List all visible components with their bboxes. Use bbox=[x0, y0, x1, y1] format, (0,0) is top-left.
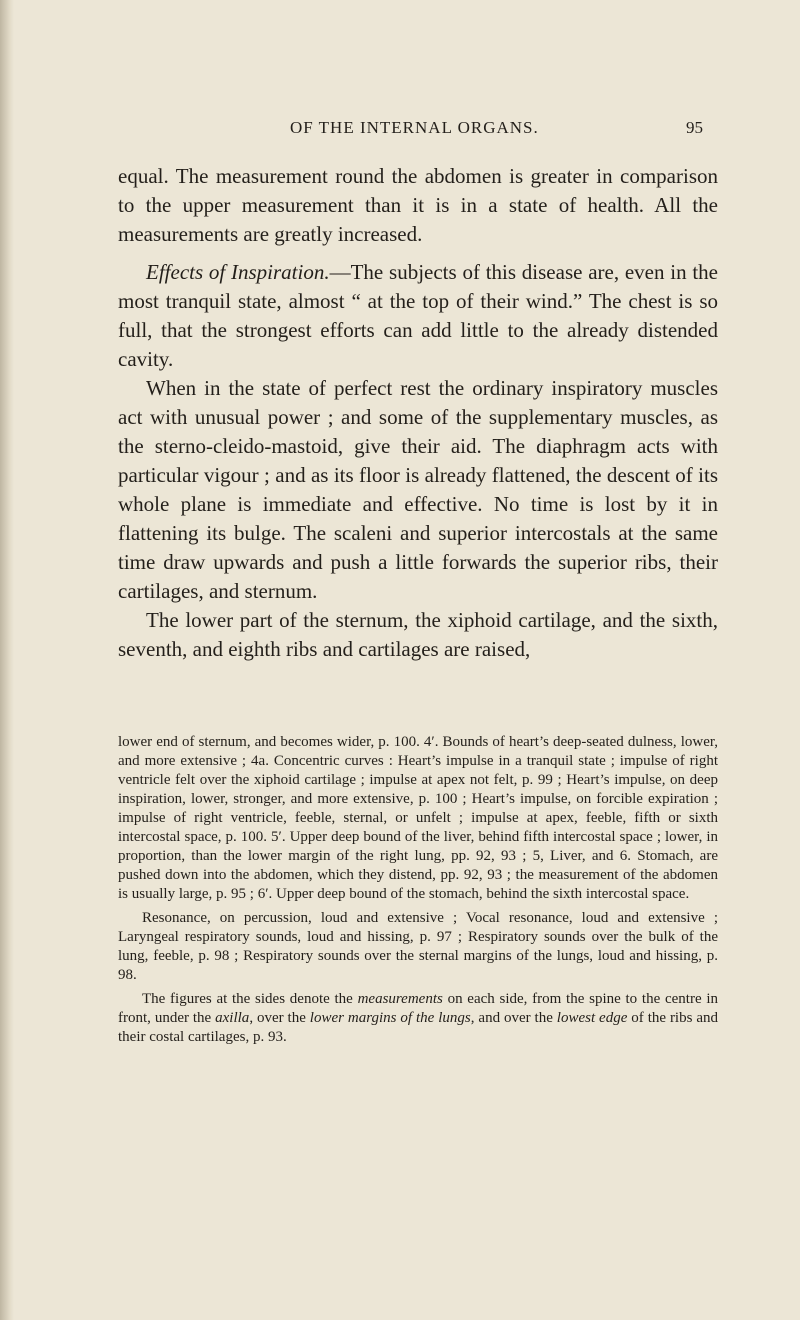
paragraph-3: When in the state of perfect rest the ordinary inspiratory muscles act with unusual power ; and some of the supplementary muscles, as the sterno-cleido-mastoid, give their aid. The diaphragm acts with particular vigour ; and as its floor is already flattened, the descent of its whole plane is immediate and effective. No time is lost by it in flattening its bulge. The scaleni and superior intercostals at the same time draw upwards and push a little forwards the superior ribs, their cartilages, and sternum. bbox=[118, 376, 718, 603]
note-3 bbox=[118, 990, 718, 1047]
note-3-part-b: measurements bbox=[357, 991, 443, 1007]
note-1: lower end of sternum, and becomes wider, p. 100. 4′. Bounds of heart’s deep-seated dulness, lower, and more extensive ; 4a. Concentric curves : Heart’s impulse in a tranquil state ; impulse of right ventricle felt over the xiphoid cartilage ; impulse at apex not felt, p. 99 ; Heart’s impulse, on deep inspiration, lower, stronger, and more extensive, p. 100 ; Heart’s impulse, on forcible expiration ; impulse of right ventricle, feeble, sternal, or unfelt ; impulse at apex, feeble, fifth or sixth intercostal space, p. 100. 5′. Upper deep bound of the liver, behind fifth intercostal space ; lower, in proportion, than the lower margin of the right lung, pp. 92, 93 ; 5, Liver, and 6. Stomach, are pushed down into the abdomen, which they distend, pp. 92, 93 ; the measurement of the abdomen is usually large, p. 95 ; 6′. Upper deep bound of the stomach, behind the sixth intercostal space. bbox=[118, 734, 718, 902]
note-3-part-h: lowest edge bbox=[556, 1010, 628, 1026]
note-3-part-e: , over the bbox=[249, 1010, 310, 1026]
main-text-block bbox=[118, 162, 718, 664]
section-heading-inspiration: Effects of Inspiration. bbox=[146, 260, 330, 284]
note-3-part-i: of the ribs and their costal cartilages, p. 93. bbox=[118, 1010, 719, 1045]
note-3-part-g: , and over the bbox=[470, 1010, 557, 1026]
paragraph-2-text: —The subjects of this disease are, even in the most tranquil state, almost “ at the top of their wind.” The chest is so full, that the strongest efforts can add little to the already distended cavity. bbox=[118, 260, 719, 371]
figure-legend-notes bbox=[118, 733, 718, 1047]
paragraph-2 bbox=[118, 258, 718, 374]
page-number: 95 bbox=[686, 118, 703, 137]
note-3-part-c: on each side, from the spine to the centre in front, under the bbox=[118, 991, 719, 1026]
page-edge-shadow bbox=[0, 0, 14, 1320]
running-title: OF THE INTERNAL ORGANS. bbox=[290, 118, 539, 137]
note-2: Resonance, on percussion, loud and extensive ; Vocal resonance, loud and extensive ; Laryngeal respiratory sounds, loud and hissing, p. 97 ; Respiratory sounds over the bulk of the lung, feeble, p. 98 ; Respiratory sounds over the sternal margins of the lungs, loud and hissing, p. 98. bbox=[118, 910, 718, 983]
paragraph-4: The lower part of the sternum, the xiphoid cartilage, and the sixth, seventh, and eighth ribs and cartilages are raised, bbox=[118, 608, 718, 661]
paragraph-1: equal. The measurement round the abdomen is greater in comparison to the upper measurement than it is in a state of health. All the measurements are greatly increased. bbox=[118, 164, 718, 246]
note-3-part-d: axilla bbox=[215, 1010, 250, 1026]
note-3-part-a: The figures at the sides denote the bbox=[142, 991, 358, 1007]
note-3-part-f: lower margins of the lungs bbox=[309, 1010, 471, 1026]
